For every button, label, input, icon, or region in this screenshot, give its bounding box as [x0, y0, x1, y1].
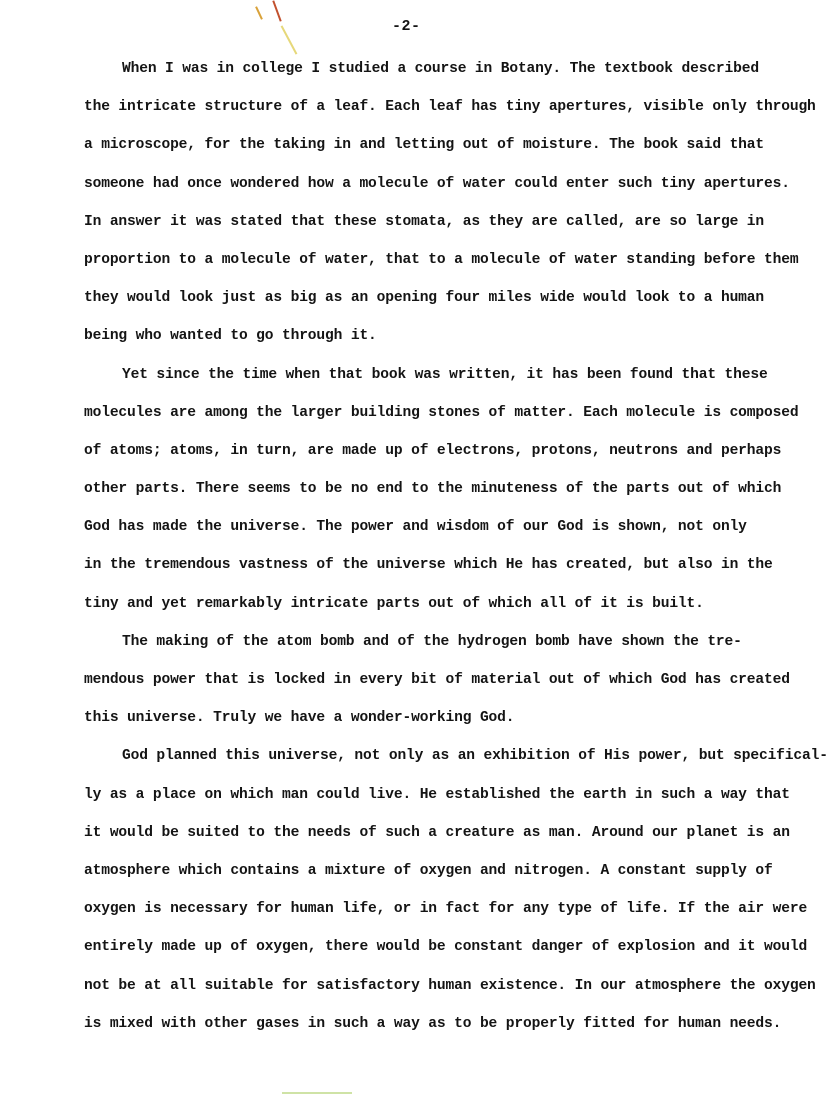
- text-line: proportion to a molecule of water, that to a molecule of water standing before them: [84, 251, 799, 268]
- page-number: -2-: [392, 18, 421, 35]
- paragraph: [84, 623, 804, 738]
- text-line: God planned this universe, not only as an exhibition of His power, but specifical-: [122, 748, 828, 765]
- text-line: is mixed with other gases in such a way as to be properly fitted for human needs.: [84, 1015, 782, 1032]
- text-line: molecules are among the larger building stones of matter. Each molecule is composed: [84, 404, 799, 421]
- text-line: The making of the atom bomb and of the hydrogen bomb have shown the tre-: [122, 633, 742, 650]
- text-line: mendous power that is locked in every bit of material out of which God has created: [84, 672, 790, 688]
- text-line: When I was in college I studied a course in Botany. The textbook described: [122, 61, 759, 77]
- text-line: not be at all suitable for satisfactory human existence. In our atmosphere the oxygen: [84, 977, 816, 994]
- text-line: they would look just as big as an opening four miles wide would look to a human: [84, 290, 765, 307]
- text-line: someone had once wondered how a molecule of water could enter such tiny apertures.: [84, 175, 790, 192]
- paragraph: [84, 737, 828, 1043]
- text-line: entirely made up of oxygen, there would be constant danger of explosion and it would: [84, 939, 808, 956]
- text-line: of atoms; atoms, in turn, are made up of electrons, protons, neutrons and perhaps: [84, 442, 782, 459]
- text-line: this universe. Truly we have a wonder-working God.: [84, 710, 515, 727]
- paragraph: [84, 356, 804, 623]
- paragraph: [84, 50, 816, 356]
- text-line: God has made the universe. The power and wisdom of our God is shown, not only: [84, 519, 747, 536]
- ink-mark: [255, 6, 263, 20]
- text-line: a microscope, for the taking in and letting out of moisture. The book said that: [84, 137, 765, 154]
- text-line: ly as a place on which man could live. He established the earth in such a way that: [84, 786, 790, 803]
- ink-mark: [282, 1092, 352, 1094]
- text-line: the intricate structure of a leaf. Each leaf has tiny apertures, visible only through: [84, 99, 816, 116]
- text-line: other parts. There seems to be no end to the minuteness of the parts out of which: [84, 481, 782, 498]
- text-line: in the tremendous vastness of the universe which He has created, but also in the: [84, 557, 773, 574]
- body-text: [84, 50, 828, 1043]
- text-line: oxygen is necessary for human life, or in fact for any type of life. If the air were: [84, 901, 808, 918]
- ink-mark: [272, 0, 281, 21]
- text-line: In answer it was stated that these stomata, as they are called, are so large in: [84, 213, 765, 230]
- text-line: Yet since the time when that book was written, it has been found that these: [122, 366, 768, 383]
- text-line: it would be suited to the needs of such a creature as man. Around our planet is an: [84, 824, 790, 841]
- text-line: tiny and yet remarkably intricate parts out of which all of it is built.: [84, 595, 704, 612]
- text-line: atmosphere which contains a mixture of oxygen and nitrogen. A constant supply of: [84, 862, 773, 879]
- text-line: being who wanted to go through it.: [84, 328, 377, 345]
